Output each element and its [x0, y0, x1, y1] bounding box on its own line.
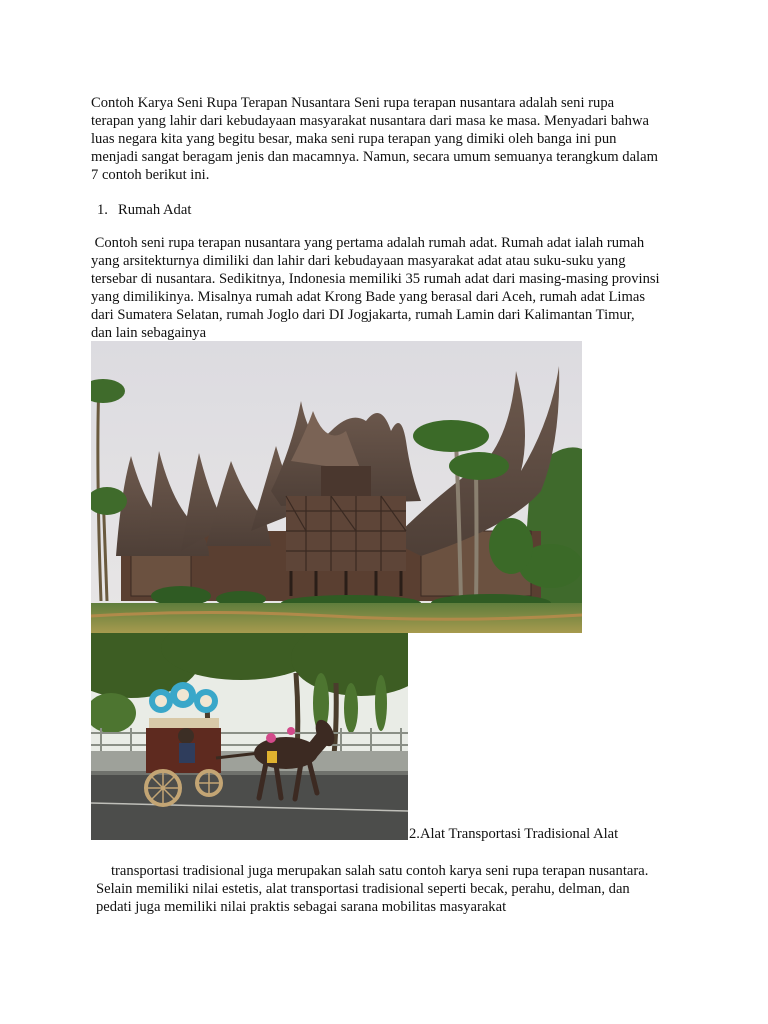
- text-line: tersebar di nusantara. Sedikitnya, Indonesia memiliki 35 rumah adat dari masing-masing provinsi: [91, 271, 660, 287]
- text-line: 7 contoh berikut ini.: [91, 167, 210, 183]
- intro-paragraph: [91, 94, 691, 184]
- text-line: dan lain sebagainya: [91, 325, 207, 341]
- delman-photo: [91, 633, 408, 840]
- text-line: pedati juga memiliki nilai praktis sebagai sarana mobilitas masyarakat: [96, 899, 507, 915]
- rumah-adat-photo: [91, 341, 582, 633]
- list-number: 1.: [97, 202, 108, 218]
- text-line: Contoh seni rupa terapan nusantara yang pertama adalah rumah adat. Rumah adat ialah rumah: [91, 235, 645, 251]
- text-line: Selain memiliki nilai estetis, alat transportasi tradisional seperti becak, perahu, delman, dan: [96, 881, 630, 897]
- section-1-heading: [97, 201, 191, 219]
- text-line: terapan yang lahir dari kebudayaan masyarakat nusantara dari masa ke masa. Menyadari bahwa: [91, 113, 649, 129]
- section-2-caption: 2.Alat Transportasi Tradisional Alat: [409, 826, 619, 842]
- text-line: luas negara kita yang begitu besar, maka seni rupa terapan yang dimiki oleh banga ini pun: [91, 131, 617, 147]
- text-line: transportasi tradisional juga merupakan salah satu contoh karya seni rupa terapan nusantara.: [111, 863, 649, 879]
- section-title: Rumah Adat: [118, 202, 192, 218]
- text-line: yang arsitekturnya dimiliki dan lahir dari kebudayaan masyarakat adat atau suku-suku yang: [91, 253, 626, 269]
- section-2-paragraph: [91, 862, 691, 916]
- text-line: Contoh Karya Seni Rupa Terapan Nusantara Seni rupa terapan nusantara adalah seni rupa: [91, 95, 615, 111]
- section-1-paragraph: [91, 234, 691, 342]
- text-line: dari Sumatera Selatan, rumah Joglo dari DI Jogjakarta, rumah Lamin dari Kalimantan Timur,: [91, 307, 635, 323]
- text-line: menjadi sangat beragam jenis dan macamnya. Namun, secara umum semuanya terangkum dalam: [91, 149, 658, 165]
- text-line: yang dimilikinya. Misalnya rumah adat Krong Bade yang berasal dari Aceh, rumah adat Limas: [91, 289, 645, 305]
